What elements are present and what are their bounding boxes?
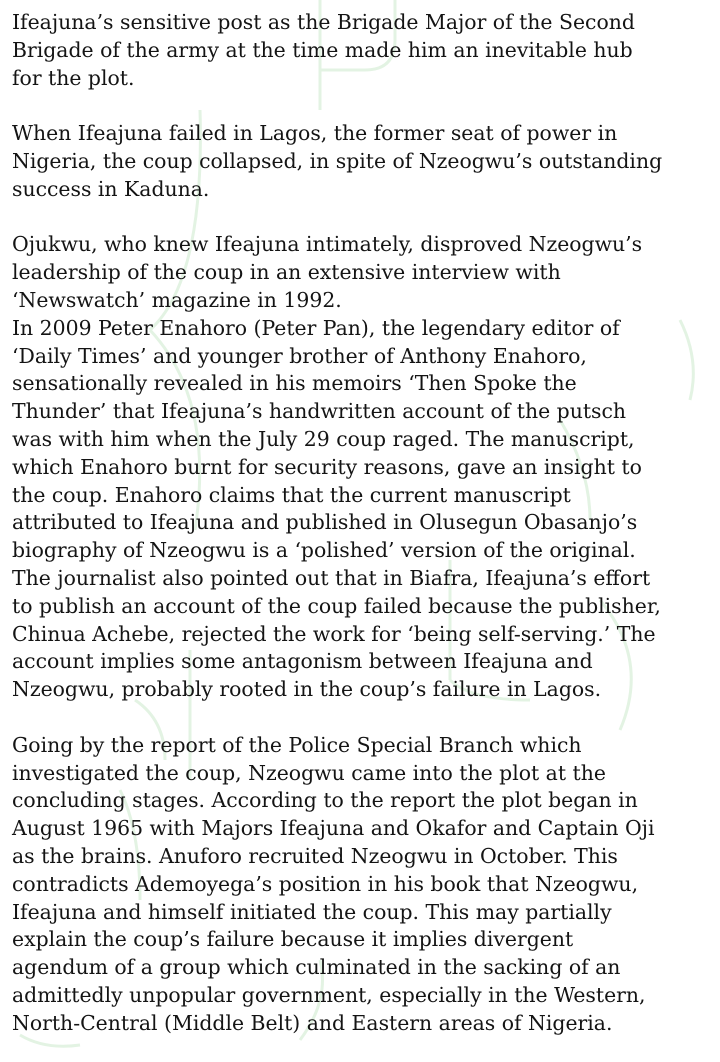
text-line: North-Central (Middle Belt) and Eastern areas of Nigeria. [12, 1010, 613, 1035]
paragraph-brigade-major [12, 9, 710, 92]
text-line: contradicts Ademoyega’s position in his book that Nzeogwu, [12, 871, 639, 896]
paragraph-ojukwu-interview [12, 231, 710, 314]
text-line: admittedly unpopular government, especially in the Western, [12, 982, 646, 1007]
text-line: agendum of a group which culminated in the sacking of an [12, 955, 621, 980]
text-line: When Ifeajuna failed in Lagos, the former seat of power in [12, 121, 618, 146]
text-line: the coup. Enahoro claims that the current manuscript [12, 482, 571, 507]
text-line: Brigade of the army at the time made him an inevitable hub [12, 37, 633, 62]
text-line: The journalist also pointed out that in Biafra, Ifeajuna’s effort [12, 565, 651, 590]
text-line: investigated the coup, Nzeogwu came into the plot at the [12, 760, 606, 785]
text-line: Nzeogwu, probably rooted in the coup’s failure in Lagos. [12, 677, 602, 702]
text-line: for the plot. [12, 65, 135, 90]
text-line: to publish an account of the coup failed because the publisher, [12, 593, 661, 618]
text-line: sensationally revealed in his memoirs ‘Then Spoke the [12, 371, 577, 396]
paragraph-enahoro-memoirs [12, 315, 710, 704]
text-line: leadership of the coup in an extensive interview with [12, 260, 561, 285]
text-line: Ifeajuna’s sensitive post as the Brigade Major of the Second [12, 10, 635, 34]
text-line: ‘Newswatch’ magazine in 1992. [12, 287, 342, 312]
text-line: Thunder’ that Ifeajuna’s handwritten account of the putsch [12, 399, 627, 424]
text-line: as the brains. Anuforo recruited Nzeogwu in October. This [12, 843, 618, 868]
text-line: success in Kaduna. [12, 176, 210, 201]
text-line: explain the coup’s failure because it implies divergent [12, 927, 574, 952]
text-line: was with him when the July 29 coup raged. The manuscript, [12, 426, 635, 451]
text-line: Going by the report of the Police Special Branch which [12, 732, 582, 757]
paragraph-police-report [12, 732, 710, 1038]
paragraph-lagos-failure [12, 120, 710, 203]
text-line: Ojukwu, who knew Ifeajuna intimately, disproved Nzeogwu’s [12, 232, 643, 257]
text-line: Ifeajuna and himself initiated the coup. This may partially [12, 899, 612, 924]
text-line: Chinua Achebe, rejected the work for ‘being self-serving.’ The [12, 621, 656, 646]
text-line: In 2009 Peter Enahoro (Peter Pan), the legendary editor of [12, 315, 620, 340]
text-line: concluding stages. According to the report the plot began in [12, 788, 638, 813]
text-line: Nigeria, the coup collapsed, in spite of Nzeogwu’s outstanding [12, 148, 663, 173]
text-line: which Enahoro burnt for security reasons, gave an insight to [12, 454, 642, 479]
text-line: attributed to Ifeajuna and published in Olusegun Obasanjo’s [12, 510, 638, 535]
text-line: August 1965 with Majors Ifeajuna and Okafor and Captain Oji [12, 816, 655, 841]
text-line: account implies some antagonism between Ifeajuna and [12, 649, 593, 674]
text-line: biography of Nzeogwu is a ‘polished’ version of the original. [12, 538, 636, 563]
text-line: ‘Daily Times’ and younger brother of Anthony Enahoro, [12, 343, 587, 368]
